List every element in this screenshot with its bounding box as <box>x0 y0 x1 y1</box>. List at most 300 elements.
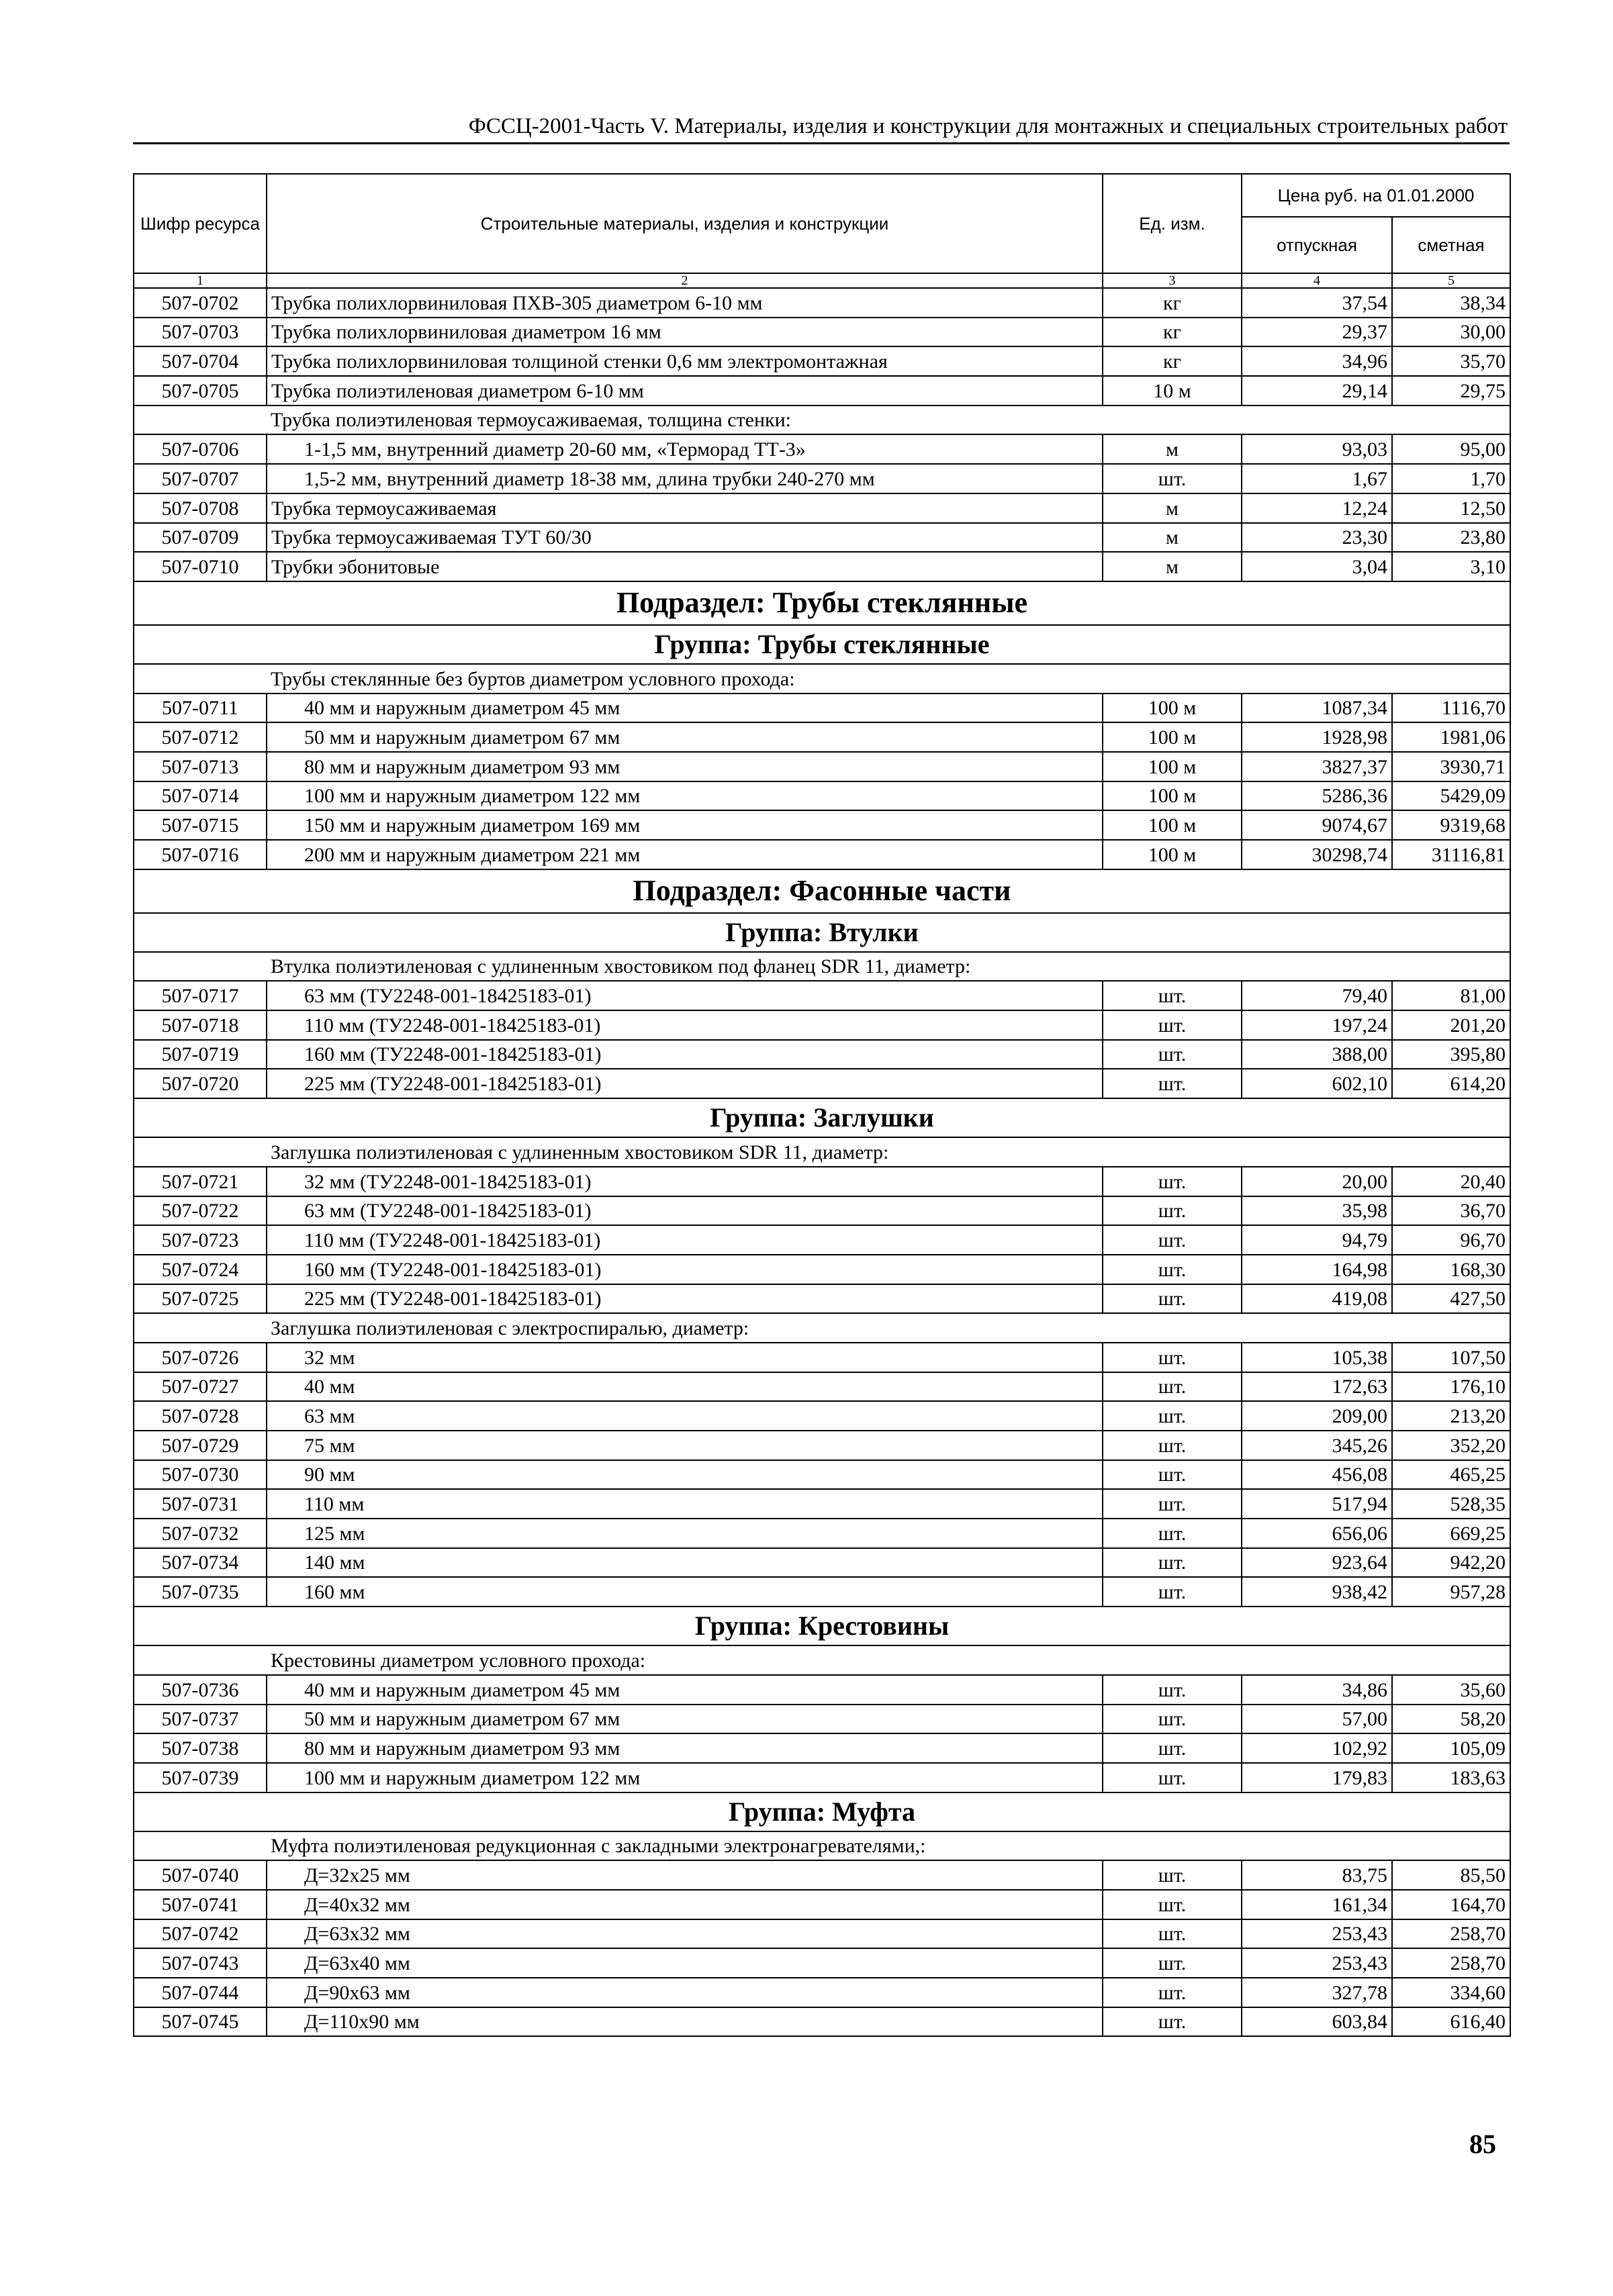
material-name: Трубка термоусаживаемая ТУТ 60/30 <box>267 523 1103 553</box>
unit-of-measure: шт. <box>1103 1705 1242 1734</box>
estimate-price: 395,80 <box>1392 1040 1510 1069</box>
subsection-title: Подраздел: Трубы стеклянные <box>134 581 1510 625</box>
material-name: Трубка полихлорвиниловая толщиной стенки 0,6 мм электромонтажная <box>267 346 1103 376</box>
table-row <box>134 981 1510 1010</box>
estimate-price: 58,20 <box>1392 1705 1510 1734</box>
material-name: 63 мм (ТУ2248-001-18425183-01) <box>267 981 1103 1010</box>
unit-of-measure: м <box>1103 434 1242 464</box>
estimate-price: 30,00 <box>1392 318 1510 347</box>
resource-code: 507-0703 <box>134 318 267 347</box>
table-row <box>134 434 1510 464</box>
estimate-price: 12,50 <box>1392 493 1510 523</box>
material-name: 80 мм и наружным диаметром 93 мм <box>267 1733 1103 1763</box>
table-row <box>134 1890 1510 1919</box>
release-price: 12,24 <box>1242 493 1392 523</box>
estimate-price: 465,25 <box>1392 1460 1510 1490</box>
release-price: 30298,74 <box>1242 840 1392 869</box>
estimate-price: 352,20 <box>1392 1431 1510 1460</box>
table-row <box>134 1069 1510 1098</box>
release-price: 603,84 <box>1242 2007 1392 2037</box>
resource-code: 507-0705 <box>134 376 267 405</box>
item-group-intro-row <box>134 1831 1510 1861</box>
estimate-price: 164,70 <box>1392 1890 1510 1919</box>
resource-code: 507-0728 <box>134 1401 267 1431</box>
table-row <box>134 781 1510 811</box>
release-price: 923,64 <box>1242 1548 1392 1578</box>
release-price: 1087,34 <box>1242 693 1392 723</box>
release-price: 9074,67 <box>1242 810 1392 840</box>
unit-of-measure: шт. <box>1103 1890 1242 1919</box>
table-row <box>134 1040 1510 1069</box>
estimate-price: 35,70 <box>1392 346 1510 376</box>
table-row <box>134 1675 1510 1705</box>
release-price: 102,92 <box>1242 1733 1392 1763</box>
estimate-price: 957,28 <box>1392 1577 1510 1607</box>
resource-code: 507-0732 <box>134 1519 267 1548</box>
unit-of-measure: 100 м <box>1103 722 1242 752</box>
table-row <box>134 722 1510 752</box>
group-row <box>134 1792 1510 1831</box>
item-group-intro-row <box>134 405 1510 435</box>
unit-of-measure: шт. <box>1103 1401 1242 1431</box>
resource-code: 507-0743 <box>134 1948 267 1978</box>
unit-of-measure: м <box>1103 523 1242 553</box>
unit-of-measure: шт. <box>1103 1343 1242 1372</box>
column-number-row <box>134 273 1510 288</box>
item-group-intro-row <box>134 1645 1510 1675</box>
unit-of-measure: шт. <box>1103 1519 1242 1548</box>
unit-of-measure: шт. <box>1103 1460 1242 1490</box>
estimate-price: 427,50 <box>1392 1284 1510 1314</box>
estimate-price: 528,35 <box>1392 1489 1510 1519</box>
resource-code: 507-0710 <box>134 552 267 581</box>
estimate-price: 614,20 <box>1392 1069 1510 1098</box>
unit-of-measure: шт. <box>1103 981 1242 1010</box>
unit-of-measure: кг <box>1103 346 1242 376</box>
material-name: 32 мм <box>267 1343 1103 1372</box>
release-price: 1,67 <box>1242 464 1392 493</box>
unit-of-measure: шт. <box>1103 1255 1242 1284</box>
group-title: Группа: Крестовины <box>134 1607 1510 1645</box>
material-name: Д=110x90 мм <box>267 2007 1103 2037</box>
release-price: 161,34 <box>1242 1890 1392 1919</box>
column-number: 4 <box>1242 273 1392 288</box>
group-title: Группа: Заглушки <box>134 1098 1510 1137</box>
release-price: 37,54 <box>1242 288 1392 318</box>
release-price: 327,78 <box>1242 1978 1392 2007</box>
resource-code: 507-0735 <box>134 1577 267 1607</box>
unit-of-measure: 100 м <box>1103 810 1242 840</box>
release-price: 938,42 <box>1242 1577 1392 1607</box>
table-row <box>134 1460 1510 1490</box>
release-price: 93,03 <box>1242 434 1392 464</box>
group-title: Группа: Втулки <box>134 913 1510 952</box>
unit-of-measure: шт. <box>1103 1763 1242 1792</box>
release-price: 34,96 <box>1242 346 1392 376</box>
item-group-intro-row <box>134 1137 1510 1167</box>
release-price: 656,06 <box>1242 1519 1392 1548</box>
resource-code: 507-0714 <box>134 781 267 811</box>
item-group-intro: Втулка полиэтиленовая с удлиненным хвостовиком под фланец SDR 11, диаметр: <box>134 952 1510 982</box>
header-price-estimate: сметная <box>1392 217 1510 273</box>
release-price: 29,37 <box>1242 318 1392 347</box>
resource-code: 507-0724 <box>134 1255 267 1284</box>
resource-code: 507-0704 <box>134 346 267 376</box>
table-row <box>134 552 1510 581</box>
table-row <box>134 1255 1510 1284</box>
estimate-price: 616,40 <box>1392 2007 1510 2037</box>
release-price: 197,24 <box>1242 1010 1392 1040</box>
release-price: 29,14 <box>1242 376 1392 405</box>
material-name: Трубка полихлорвиниловая диаметром 16 мм <box>267 318 1103 347</box>
estimate-price: 176,10 <box>1392 1372 1510 1402</box>
table-row <box>134 1978 1510 2007</box>
table-row <box>134 1733 1510 1763</box>
estimate-price: 20,40 <box>1392 1167 1510 1196</box>
material-name: 1,5-2 мм, внутренний диаметр 18-38 мм, длина трубки 240-270 мм <box>267 464 1103 493</box>
group-row <box>134 1607 1510 1645</box>
estimate-price: 213,20 <box>1392 1401 1510 1431</box>
material-name: Трубка термоусаживаемая <box>267 493 1103 523</box>
unit-of-measure: 10 м <box>1103 376 1242 405</box>
release-price: 456,08 <box>1242 1460 1392 1490</box>
unit-of-measure: шт. <box>1103 1489 1242 1519</box>
subsection-title: Подраздел: Фасонные части <box>134 869 1510 913</box>
release-price: 345,26 <box>1242 1431 1392 1460</box>
estimate-price: 31116,81 <box>1392 840 1510 869</box>
resource-code: 507-0720 <box>134 1069 267 1098</box>
column-number: 1 <box>134 273 267 288</box>
estimate-price: 81,00 <box>1392 981 1510 1010</box>
unit-of-measure: м <box>1103 493 1242 523</box>
table-row <box>134 1919 1510 1949</box>
release-price: 419,08 <box>1242 1284 1392 1314</box>
table-row <box>134 2007 1510 2037</box>
material-name: 100 мм и наружным диаметром 122 мм <box>267 781 1103 811</box>
unit-of-measure: шт. <box>1103 1040 1242 1069</box>
item-group-intro-row <box>134 664 1510 693</box>
unit-of-measure: 100 м <box>1103 693 1242 723</box>
estimate-price: 168,30 <box>1392 1255 1510 1284</box>
unit-of-measure: шт. <box>1103 1978 1242 2007</box>
estimate-price: 9319,68 <box>1392 810 1510 840</box>
table-row <box>134 493 1510 523</box>
unit-of-measure: шт. <box>1103 1548 1242 1578</box>
estimate-price: 201,20 <box>1392 1010 1510 1040</box>
material-name: 80 мм и наружным диаметром 93 мм <box>267 752 1103 781</box>
material-name: Д=90x63 мм <box>267 1978 1103 2007</box>
release-price: 253,43 <box>1242 1948 1392 1978</box>
estimate-price: 35,60 <box>1392 1675 1510 1705</box>
material-name: Д=32x25 мм <box>267 1860 1103 1890</box>
material-name: 160 мм (ТУ2248-001-18425183-01) <box>267 1040 1103 1069</box>
unit-of-measure: м <box>1103 552 1242 581</box>
release-price: 388,00 <box>1242 1040 1392 1069</box>
resource-code: 507-0706 <box>134 434 267 464</box>
material-name: 75 мм <box>267 1431 1103 1460</box>
price-table <box>133 173 1511 2037</box>
resource-code: 507-0702 <box>134 288 267 318</box>
resource-code: 507-0739 <box>134 1763 267 1792</box>
unit-of-measure: шт. <box>1103 1431 1242 1460</box>
unit-of-measure: шт. <box>1103 1675 1242 1705</box>
table-row <box>134 464 1510 493</box>
material-name: 40 мм и наружным диаметром 45 мм <box>267 1675 1103 1705</box>
estimate-price: 258,70 <box>1392 1919 1510 1949</box>
table-row <box>134 1489 1510 1519</box>
material-name: 32 мм (ТУ2248-001-18425183-01) <box>267 1167 1103 1196</box>
unit-of-measure: 100 м <box>1103 840 1242 869</box>
unit-of-measure: кг <box>1103 288 1242 318</box>
table-row <box>134 1705 1510 1734</box>
header-code: Шифр ресурса <box>134 174 267 273</box>
table-row <box>134 1519 1510 1548</box>
estimate-price: 5429,09 <box>1392 781 1510 811</box>
group-row <box>134 913 1510 952</box>
release-price: 35,98 <box>1242 1196 1392 1226</box>
table-row <box>134 1401 1510 1431</box>
table-row <box>134 1548 1510 1578</box>
header-name: Строительные материалы, изделия и конструкции <box>267 174 1103 273</box>
resource-code: 507-0736 <box>134 1675 267 1705</box>
subsection-row <box>134 581 1510 625</box>
estimate-price: 29,75 <box>1392 376 1510 405</box>
resource-code: 507-0713 <box>134 752 267 781</box>
release-price: 172,63 <box>1242 1372 1392 1402</box>
unit-of-measure: шт. <box>1103 1860 1242 1890</box>
material-name: 150 мм и наружным диаметром 169 мм <box>267 810 1103 840</box>
table-row <box>134 1196 1510 1226</box>
resource-code: 507-0709 <box>134 523 267 553</box>
release-price: 34,86 <box>1242 1675 1392 1705</box>
resource-code: 507-0726 <box>134 1343 267 1372</box>
unit-of-measure: шт. <box>1103 1167 1242 1196</box>
unit-of-measure: шт. <box>1103 1196 1242 1226</box>
table-row <box>134 840 1510 869</box>
estimate-price: 23,80 <box>1392 523 1510 553</box>
resource-code: 507-0723 <box>134 1225 267 1255</box>
material-name: Д=40x32 мм <box>267 1890 1103 1919</box>
unit-of-measure: шт. <box>1103 1010 1242 1040</box>
resource-code: 507-0744 <box>134 1978 267 2007</box>
resource-code: 507-0708 <box>134 493 267 523</box>
unit-of-measure: шт. <box>1103 1577 1242 1607</box>
unit-of-measure: шт. <box>1103 1284 1242 1314</box>
estimate-price: 95,00 <box>1392 434 1510 464</box>
header-rule <box>133 142 1510 144</box>
item-group-intro: Заглушка полиэтиленовая с электроспиралью, диаметр: <box>134 1313 1510 1343</box>
resource-code: 507-0730 <box>134 1460 267 1490</box>
release-price: 602,10 <box>1242 1069 1392 1098</box>
release-price: 20,00 <box>1242 1167 1392 1196</box>
material-name: 110 мм (ТУ2248-001-18425183-01) <box>267 1225 1103 1255</box>
material-name: 110 мм <box>267 1489 1103 1519</box>
column-number: 5 <box>1392 273 1510 288</box>
group-row <box>134 625 1510 664</box>
item-group-intro: Трубы стеклянные без буртов диаметром условного прохода: <box>134 664 1510 693</box>
resource-code: 507-0712 <box>134 722 267 752</box>
release-price: 105,38 <box>1242 1343 1392 1372</box>
table-row <box>134 693 1510 723</box>
resource-code: 507-0742 <box>134 1919 267 1949</box>
estimate-price: 107,50 <box>1392 1343 1510 1372</box>
material-name: 125 мм <box>267 1519 1103 1548</box>
estimate-price: 669,25 <box>1392 1519 1510 1548</box>
table-row <box>134 1860 1510 1890</box>
estimate-price: 183,63 <box>1392 1763 1510 1792</box>
table-row <box>134 346 1510 376</box>
release-price: 253,43 <box>1242 1919 1392 1949</box>
column-number: 3 <box>1103 273 1242 288</box>
release-price: 83,75 <box>1242 1860 1392 1890</box>
material-name: 63 мм (ТУ2248-001-18425183-01) <box>267 1196 1103 1226</box>
resource-code: 507-0731 <box>134 1489 267 1519</box>
resource-code: 507-0718 <box>134 1010 267 1040</box>
item-group-intro: Муфта полиэтиленовая редукционная с закладными электронагревателями,: <box>134 1831 1510 1861</box>
resource-code: 507-0745 <box>134 2007 267 2037</box>
resource-code: 507-0737 <box>134 1705 267 1734</box>
estimate-price: 1981,06 <box>1392 722 1510 752</box>
resource-code: 507-0741 <box>134 1890 267 1919</box>
material-name: Д=63x40 мм <box>267 1948 1103 1978</box>
release-price: 57,00 <box>1242 1705 1392 1734</box>
release-price: 94,79 <box>1242 1225 1392 1255</box>
release-price: 3827,37 <box>1242 752 1392 781</box>
release-price: 23,30 <box>1242 523 1392 553</box>
estimate-price: 942,20 <box>1392 1548 1510 1578</box>
resource-code: 507-0716 <box>134 840 267 869</box>
resource-code: 507-0715 <box>134 810 267 840</box>
unit-of-measure: шт. <box>1103 1069 1242 1098</box>
release-price: 1928,98 <box>1242 722 1392 752</box>
column-number: 2 <box>267 273 1103 288</box>
unit-of-measure: шт. <box>1103 1225 1242 1255</box>
table-row <box>134 1343 1510 1372</box>
material-name: 40 мм <box>267 1372 1103 1402</box>
unit-of-measure: 100 м <box>1103 752 1242 781</box>
header-unit: Ед. изм. <box>1103 174 1242 273</box>
estimate-price: 38,34 <box>1392 288 1510 318</box>
estimate-price: 85,50 <box>1392 1860 1510 1890</box>
estimate-price: 258,70 <box>1392 1948 1510 1978</box>
table-row <box>134 1763 1510 1792</box>
material-name: 140 мм <box>267 1548 1103 1578</box>
material-name: Трубка полихлорвиниловая ПХВ-305 диаметром 6-10 мм <box>267 288 1103 318</box>
unit-of-measure: шт. <box>1103 464 1242 493</box>
table-row <box>134 1167 1510 1196</box>
page-number: 85 <box>1469 2129 1496 2159</box>
release-price: 164,98 <box>1242 1255 1392 1284</box>
material-name: 110 мм (ТУ2248-001-18425183-01) <box>267 1010 1103 1040</box>
item-group-intro: Крестовины диаметром условного прохода: <box>134 1645 1510 1675</box>
release-price: 5286,36 <box>1242 781 1392 811</box>
unit-of-measure: 100 м <box>1103 781 1242 811</box>
release-price: 209,00 <box>1242 1401 1392 1431</box>
table-row <box>134 376 1510 405</box>
unit-of-measure: кг <box>1103 318 1242 347</box>
estimate-price: 105,09 <box>1392 1733 1510 1763</box>
estimate-price: 96,70 <box>1392 1225 1510 1255</box>
item-group-intro: Заглушка полиэтиленовая с удлиненным хвостовиком SDR 11, диаметр: <box>134 1137 1510 1167</box>
material-name: 63 мм <box>267 1401 1103 1431</box>
running-header: ФССЦ-2001-Часть V. Материалы, изделия и конструкции для монтажных и специальных строительных работ <box>468 114 1508 138</box>
estimate-price: 3930,71 <box>1392 752 1510 781</box>
release-price: 3,04 <box>1242 552 1392 581</box>
estimate-price: 1,70 <box>1392 464 1510 493</box>
unit-of-measure: шт. <box>1103 1919 1242 1949</box>
table-row <box>134 752 1510 781</box>
table-row <box>134 1372 1510 1402</box>
resource-code: 507-0738 <box>134 1733 267 1763</box>
estimate-price: 334,60 <box>1392 1978 1510 2007</box>
table-row <box>134 523 1510 553</box>
material-name: 40 мм и наружным диаметром 45 мм <box>267 693 1103 723</box>
table-row <box>134 1431 1510 1460</box>
resource-code: 507-0717 <box>134 981 267 1010</box>
material-name: Трубка полиэтиленовая диаметром 6-10 мм <box>267 376 1103 405</box>
table-row <box>134 1577 1510 1607</box>
material-name: Трубки эбонитовые <box>267 552 1103 581</box>
resource-code: 507-0722 <box>134 1196 267 1226</box>
unit-of-measure: шт. <box>1103 2007 1242 2037</box>
resource-code: 507-0719 <box>134 1040 267 1069</box>
table-body <box>134 288 1510 2036</box>
table-row <box>134 810 1510 840</box>
item-group-intro: Трубка полиэтиленовая термоусаживаемая, толщина стенки: <box>134 405 1510 435</box>
resource-code: 507-0740 <box>134 1860 267 1890</box>
item-group-intro-row <box>134 952 1510 982</box>
resource-code: 507-0727 <box>134 1372 267 1402</box>
group-row <box>134 1098 1510 1137</box>
material-name: 200 мм и наружным диаметром 221 мм <box>267 840 1103 869</box>
material-name: 225 мм (ТУ2248-001-18425183-01) <box>267 1069 1103 1098</box>
estimate-price: 1116,70 <box>1392 693 1510 723</box>
material-name: 90 мм <box>267 1460 1103 1490</box>
resource-code: 507-0721 <box>134 1167 267 1196</box>
group-title: Группа: Муфта <box>134 1792 1510 1831</box>
unit-of-measure: шт. <box>1103 1948 1242 1978</box>
resource-code: 507-0725 <box>134 1284 267 1314</box>
table-row <box>134 1225 1510 1255</box>
subsection-row <box>134 869 1510 913</box>
resource-code: 507-0729 <box>134 1431 267 1460</box>
estimate-price: 36,70 <box>1392 1196 1510 1226</box>
table-row <box>134 1010 1510 1040</box>
estimate-price: 3,10 <box>1392 552 1510 581</box>
group-title: Группа: Трубы стеклянные <box>134 625 1510 664</box>
material-name: 225 мм (ТУ2248-001-18425183-01) <box>267 1284 1103 1314</box>
release-price: 179,83 <box>1242 1763 1392 1792</box>
resource-code: 507-0711 <box>134 693 267 723</box>
resource-code: 507-0707 <box>134 464 267 493</box>
header-price-release: отпускная <box>1242 217 1392 273</box>
material-name: 1-1,5 мм, внутренний диаметр 20-60 мм, «Терморад ТТ-3» <box>267 434 1103 464</box>
material-name: 160 мм <box>267 1577 1103 1607</box>
table-row <box>134 1284 1510 1314</box>
table-row <box>134 288 1510 318</box>
resource-code: 507-0734 <box>134 1548 267 1578</box>
unit-of-measure: шт. <box>1103 1372 1242 1402</box>
table-row <box>134 318 1510 347</box>
release-price: 517,94 <box>1242 1489 1392 1519</box>
unit-of-measure: шт. <box>1103 1733 1242 1763</box>
table-row <box>134 1948 1510 1978</box>
material-name: 160 мм (ТУ2248-001-18425183-01) <box>267 1255 1103 1284</box>
material-name: Д=63x32 мм <box>267 1919 1103 1949</box>
item-group-intro-row <box>134 1313 1510 1343</box>
header-price-group: Цена руб. на 01.01.2000 <box>1242 174 1510 217</box>
material-name: 50 мм и наружным диаметром 67 мм <box>267 722 1103 752</box>
